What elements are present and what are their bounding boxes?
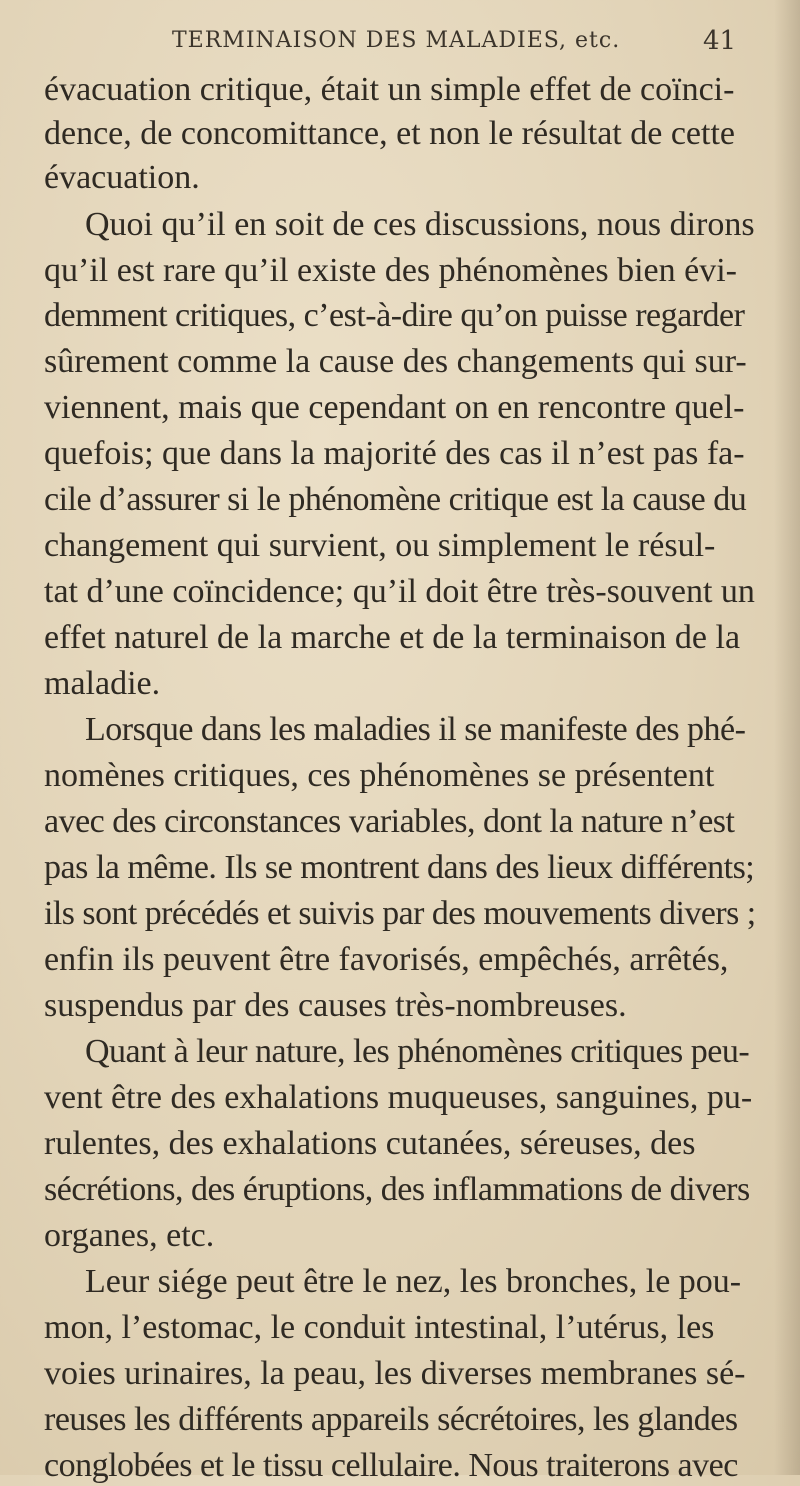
running-title: TERMINAISON DES MALADIES, etc. — [172, 28, 621, 53]
text-line: pas la même. Ils se montrent dans des lieux différents; — [44, 849, 755, 886]
page-number: 41 — [703, 26, 737, 56]
text-line: mon, l’estomac, le conduit intestinal, l’utérus, les — [44, 1309, 715, 1346]
text-line: qu’il est rare qu’il existe des phénomènes bien évi- — [44, 252, 737, 289]
text-line: enfin ils peuvent être favorisés, empêchés, arrêtés, — [44, 941, 729, 978]
text-line: sûrement comme la cause des changements qui sur- — [44, 343, 747, 380]
text-line: dence, de concomittance, et non le résultat de cette — [44, 115, 736, 152]
running-head — [0, 20, 800, 64]
text-line: Quoi qu’il en soit de ces discussions, nous dirons — [85, 206, 755, 243]
text-line: maladie. — [44, 665, 161, 702]
text-line: reuses les différents appareils sécrétoires, les glandes — [44, 1401, 738, 1438]
text-line: viennent, mais que cependant on en rencontre quel- — [44, 389, 745, 426]
text-line: suspendus par des causes très-nombreuses. — [44, 987, 627, 1024]
text-line: sécrétions, des éruptions, des inflammations de divers — [44, 1171, 750, 1208]
text-line: évacuation. — [44, 159, 200, 196]
text-line: Quant à leur nature, les phénomènes critiques peu- — [85, 1033, 750, 1070]
text-line: nomènes critiques, ces phénomènes se présentent — [44, 757, 715, 794]
text-line: tat d’une coïncidence; qu’il doit être très-souvent un — [44, 573, 755, 610]
text-line: quefois; que dans la majorité des cas il n’est pas fa- — [44, 435, 745, 472]
text-line: évacuation critique, était un simple effet de coïnci- — [44, 71, 735, 108]
text-line: organes, etc. — [44, 1217, 215, 1254]
text-line: Lorsque dans les maladies il se manifeste des phé- — [85, 711, 746, 748]
text-line: conglobées et le tissu cellulaire. Nous traiterons avec — [44, 1447, 738, 1484]
text-line: Leur siége peut être le nez, les bronches, le pou- — [85, 1263, 742, 1300]
text-line: changement qui survient, ou simplement le résul- — [44, 527, 716, 564]
text-line: cile d’assurer si le phénomène critique est la cause du — [44, 481, 747, 518]
text-line: vent être des exhalations muqueuses, sanguines, pu- — [44, 1079, 753, 1116]
text-line: avec des circonstances variables, dont la nature n’est — [44, 803, 735, 840]
text-line: demment critiques, c’est-à-dire qu’on puisse regarder — [44, 297, 745, 334]
text-line: rulentes, des exhalations cutanées, séreuses, des — [44, 1125, 696, 1162]
text-line: ils sont précédés et suivis par des mouvements divers ; — [44, 895, 756, 932]
page-edge-shadow — [774, 0, 800, 1475]
text-line: effet naturel de la marche et de la terminaison de la — [44, 619, 741, 656]
text-line: voies urinaires, la peau, les diverses membranes sé- — [44, 1355, 746, 1392]
